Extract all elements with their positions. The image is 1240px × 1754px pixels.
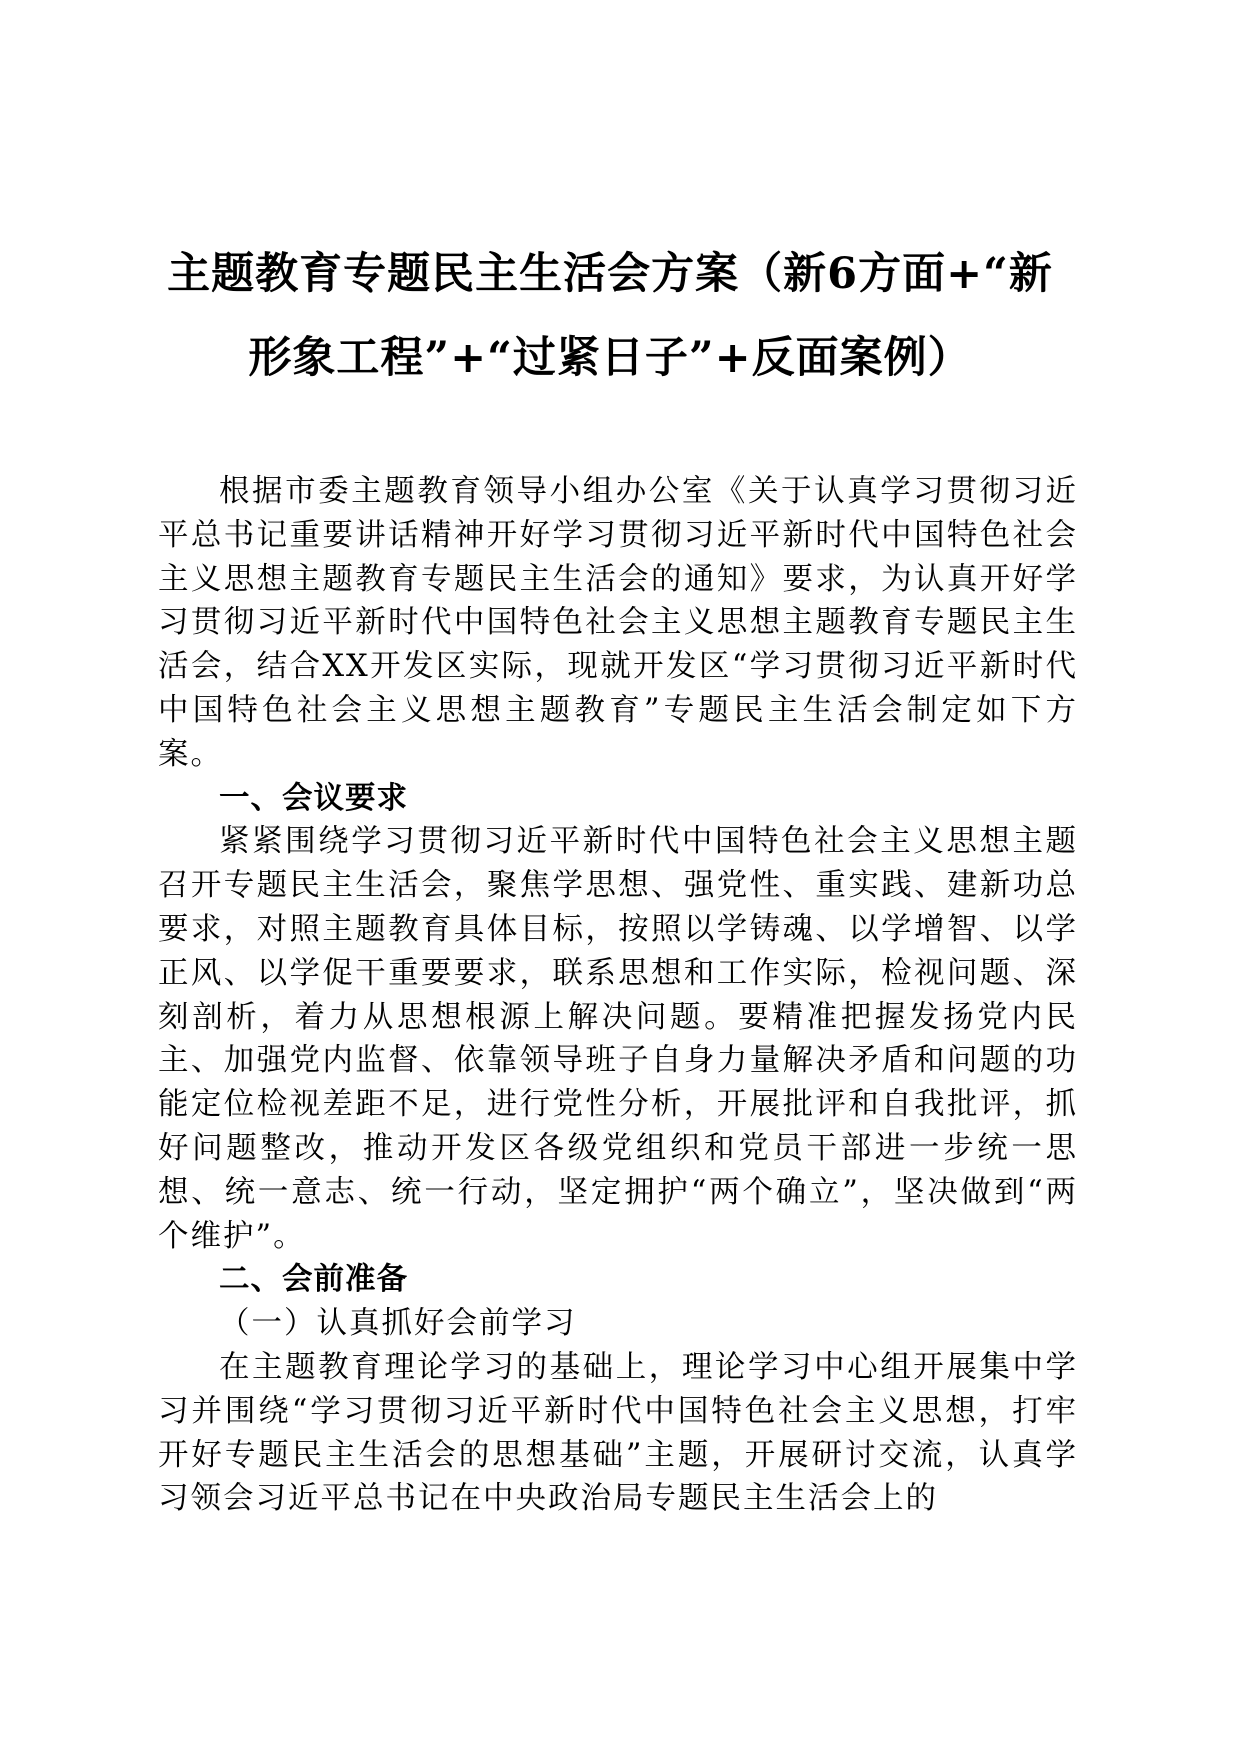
subsection-heading-study: （一）认真抓好会前学习 <box>219 1306 577 1342</box>
title-line-1: 主题教育专题民主生活会方案（新6方面+“新 <box>167 249 1053 299</box>
document-body <box>158 470 1078 1521</box>
meeting-requirements-paragraph: 紧紧围绕学习贯彻习近平新时代中国特色社会主义思想主题召开专题民主生活会，聚焦学思想、强党性、重实践、建新功总要求，对照主题教育具体目标，按照以学铸魂、以学增智、以学正风、以学促干重要要求，联系思想和工作实际，检视问题、深刻剖析，着力从思想根源上解决问题。要精准把握发扬党内民主、加强党内监督、依靠领导班子自身力量解决矛盾和问题的功能定位检视差距不足，进行党性分析，开展批评和自我批评，抓好问题整改，推动开发区各级党组织和党员干部进一步统一思想、统一意志、统一行动，坚定拥护“两个确立”，坚决做到“两个维护”。 <box>158 824 1078 1254</box>
intro-paragraph: 根据市委主题教育领导小组办公室《关于认真学习贯彻习近平总书记重要讲话精神开好学习贯彻习近平新时代中国特色社会主义思想主题教育专题民主生活会的通知》要求，为认真开好学习贯彻习近平新时代中国特色社会主义思想主题教育专题民主生活会，结合XX开发区实际，现就开发区“学习贯彻习近平新时代中国特色社会主义思想主题教育”专题民主生活会制定如下方案。 <box>158 474 1078 772</box>
title-line-2: 形象工程”+“过紧日子”+反面案例） <box>248 333 972 383</box>
section-heading-meeting-requirements: 一、会议要求 <box>219 780 408 816</box>
section-heading-preparation: 二、会前准备 <box>219 1262 408 1298</box>
document-title <box>140 232 1080 400</box>
study-paragraph: 在主题教育理论学习的基础上，理论学习中心组开展集中学习并围绕“学习贯彻习近平新时代中国特色社会主义思想，打牢开好专题民主生活会的思想基础”主题，开展研讨交流，认真学习领会习近平总书记在中央政治局专题民主生活会上的 <box>158 1349 1078 1517</box>
